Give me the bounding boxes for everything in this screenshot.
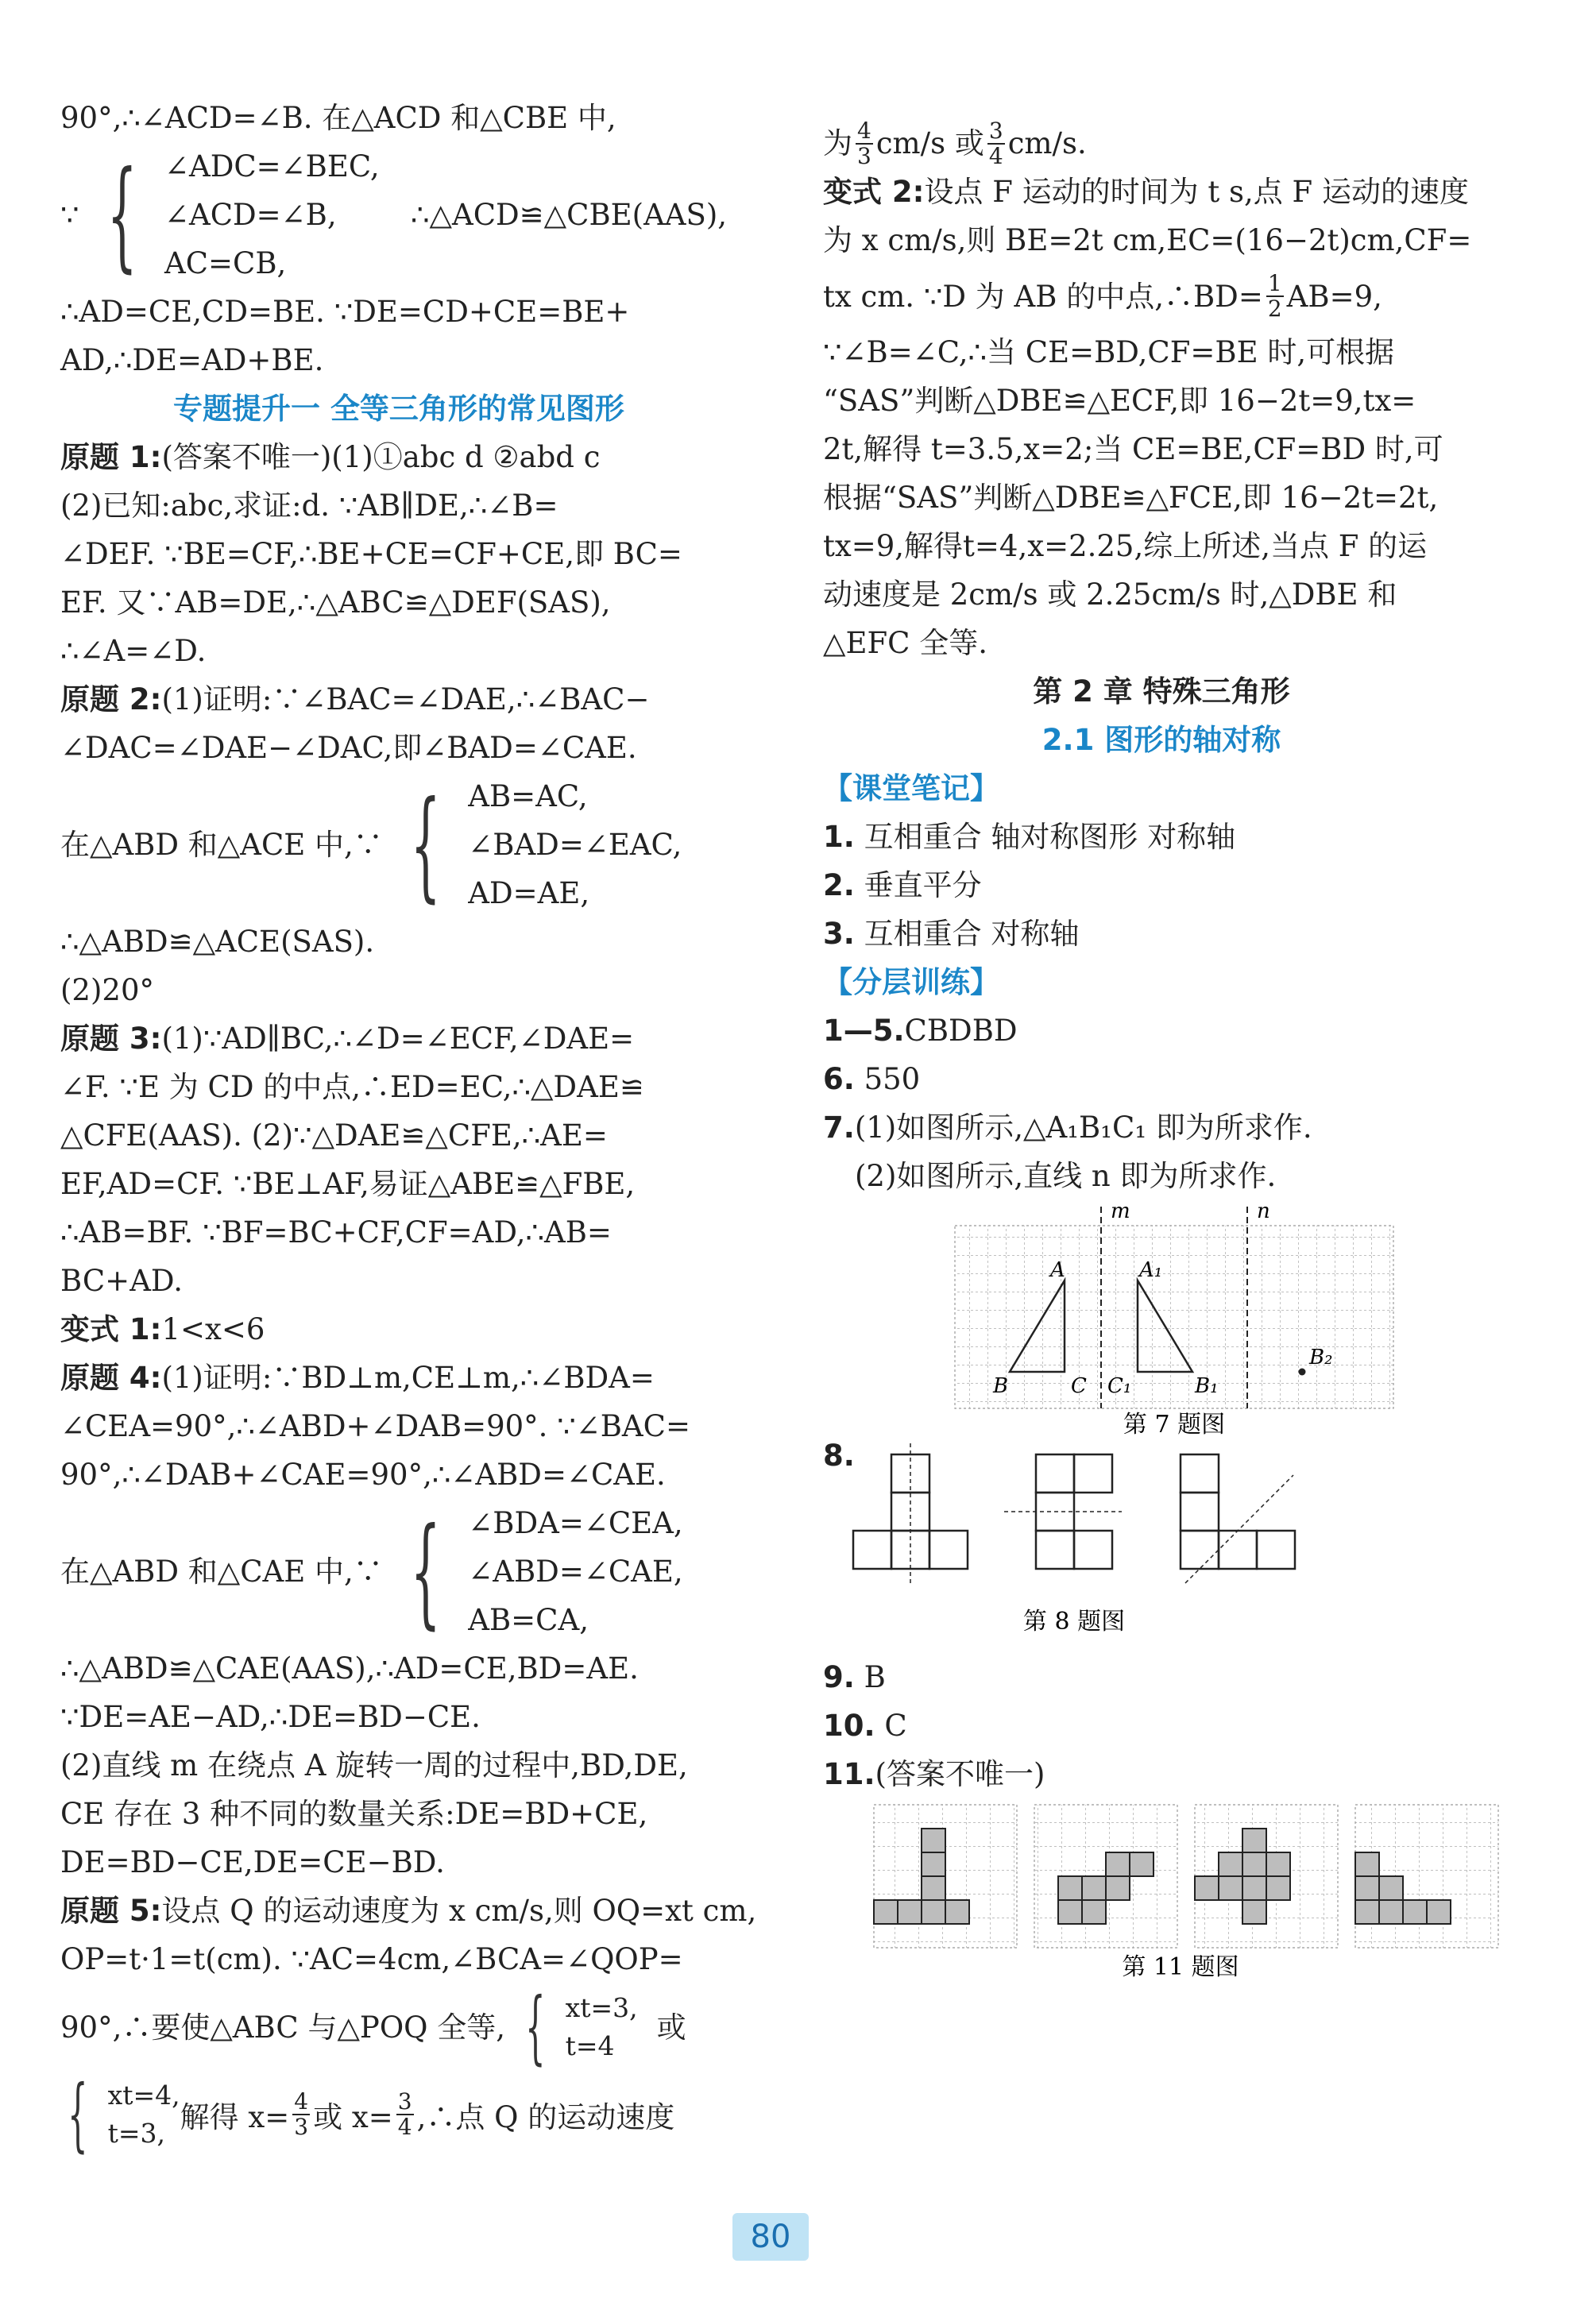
brace-line: ∠BDA=∠CEA,	[468, 1506, 683, 1540]
text-line: ∴△ABD≌△CAE(AAS),∴AD=CE,BD=AE.	[60, 1651, 639, 1686]
text-line: tx=9,解得t=4,x=2.25,综上所述,当点 F 的运	[823, 529, 1428, 563]
text-line: DE=BD−CE,DE=CE−BD.	[60, 1845, 445, 1879]
text-line: ∠DEF. ∵BE=CF,∴BE+CE=CF+CE,即 BC=	[60, 537, 682, 571]
text-line: (1)∵AD∥BC,∴∠D=∠ECF,∠DAE=	[161, 1022, 635, 1056]
brace-system-1	[60, 142, 737, 288]
text-line: 90°,∴∠ACD=∠B. 在△ACD 和△CBE 中,	[60, 101, 616, 135]
text-line: 设点 Q 的运动速度为 x cm/s,则 OQ=xt cm,	[161, 1894, 757, 1928]
problem-label: 原题 2:	[60, 682, 162, 716]
fraction	[856, 119, 873, 168]
text-line: AD,∴DE=AD+BE.	[60, 343, 324, 377]
figure-11-panel-3	[1195, 1805, 1338, 1948]
left-brace-icon: {	[106, 145, 137, 284]
text-span: C	[884, 1709, 907, 1743]
denominator: 3	[294, 2114, 309, 2140]
text-span: (1)如图所示,△A₁B₁C₁ 即为所求作.	[854, 1110, 1312, 1145]
point-b2	[1299, 1369, 1306, 1376]
item-number: 1—5.	[823, 1014, 905, 1048]
text-line: (1)证明:∵∠BAC=∠DAE,∴∠BAC−	[161, 682, 650, 716]
brace-system-2	[60, 772, 737, 917]
brace-line: t=3,	[107, 2118, 166, 2149]
text-line: (2)如图所示,直线 n 即为所求作.	[855, 1159, 1277, 1193]
text-span: cm/s 或	[875, 126, 984, 160]
fraction	[987, 119, 1005, 168]
text-line: ∵DE=AE−AD,∴DE=BD−CE.	[60, 1700, 481, 1734]
denominator: 3	[857, 142, 871, 169]
numerator: 1	[1267, 270, 1282, 296]
text-span: 550	[864, 1062, 921, 1096]
fraction	[396, 2090, 414, 2139]
text-span: 互相重合 轴对称图形 对称轴	[864, 820, 1236, 854]
text-span: CBDBD	[904, 1014, 1018, 1048]
numerator: 4	[857, 117, 871, 144]
section-title: 2.1 图形的轴对称	[1041, 723, 1281, 757]
brace-system-3	[60, 1499, 737, 1644]
figure-8	[823, 1439, 1500, 1653]
denominator: 2	[1267, 295, 1282, 322]
variant-label: 变式 1:	[60, 1312, 162, 1346]
numerator: 4	[294, 2088, 309, 2115]
label-a: A	[1050, 1258, 1065, 1282]
left-brace-icon: {	[68, 2068, 88, 2161]
text-line: CE 存在 3 种不同的数量关系:DE=BD+CE,	[60, 1797, 648, 1831]
text-line: “SAS”判断△DBE≌△ECF,即 16−2t=9,tx=	[823, 384, 1416, 418]
page-number: 80	[732, 2213, 809, 2261]
denominator: 4	[988, 142, 1003, 169]
text-line: 或 x=	[313, 2100, 393, 2134]
brace-line: xt=4,	[107, 2080, 180, 2111]
text-line: △CFE(AAS). (2)∵△DAE≌△CFE,∴AE=	[60, 1118, 608, 1153]
figure-11	[823, 1798, 1500, 1981]
text-line: ∴AD=CE,CD=BE. ∵DE=CD+CE=BE+	[60, 295, 630, 329]
item-number: 8.	[823, 1439, 855, 1473]
text-line: ∠CEA=90°,∴∠ABD+∠DAB=90°. ∵∠BAC=	[60, 1409, 690, 1443]
item-number: 11.	[823, 1757, 875, 1791]
text-line	[823, 265, 1500, 328]
text-line: 解得 x=	[180, 2100, 290, 2134]
tag-layered-training: 【分层训练】	[823, 965, 999, 999]
text-line: 或	[656, 2010, 686, 2045]
figure-7-caption: 第 7 题图	[1123, 1411, 1226, 1439]
left-brace-icon: {	[410, 775, 441, 914]
label-m: m	[1111, 1200, 1130, 1223]
text-line: ,∴点 Q 的运动速度	[416, 2100, 675, 2134]
label-b: B	[993, 1374, 1009, 1398]
item-number: 2.	[823, 868, 855, 902]
section-title: 专题提升一 全等三角形的常见图形	[173, 392, 624, 426]
text-span: B	[864, 1660, 886, 1694]
figure-8-shape-3	[1181, 1454, 1295, 1569]
numerator: 3	[988, 117, 1003, 144]
fraction	[1266, 272, 1284, 321]
tag-class-notes: 【课堂笔记】	[823, 771, 999, 805]
figure-11-caption: 第 11 题图	[1122, 1953, 1239, 1981]
text-line: 设点 F 运动的时间为 t s,点 F 运动的速度	[924, 175, 1469, 209]
text-line: EF. 又∵AB=DE,∴△ABC≌△DEF(SAS),	[60, 585, 611, 620]
figure-11-panel-1	[874, 1805, 1017, 1948]
brace-line: t=4	[565, 2030, 615, 2061]
brace-line: AB=AC,	[468, 779, 588, 813]
left-brace-icon: {	[410, 1502, 441, 1641]
brace-line: ∠ACD=∠B,	[164, 198, 337, 232]
figure-11-panel-4	[1355, 1805, 1498, 1948]
text-span: 垂直平分	[864, 868, 982, 902]
chapter-title: 第 2 章 特殊三角形	[1033, 674, 1290, 709]
item-number: 9.	[823, 1660, 855, 1694]
text-line: 动速度是 2cm/s 或 2.25cm/s 时,△DBE 和	[823, 577, 1397, 612]
label-b1: B₁	[1195, 1374, 1219, 1398]
brace-line: AD=AE,	[468, 876, 590, 910]
text-span: 为	[823, 126, 852, 160]
label-c: C	[1071, 1374, 1087, 1398]
text-line: 90°,∴要使△ABC 与△POQ 全等,	[60, 2010, 506, 2045]
text-line: (答案不唯一)(1)①abc d ②abd c	[161, 440, 601, 474]
problem-label: 原题 4:	[60, 1361, 162, 1395]
text-line: EF,AD=CF. ∵BE⊥AF,易证△ABE≌△FBE,	[60, 1167, 636, 1201]
text-line: (2)20°	[60, 973, 154, 1007]
text-line: 1<x<6	[161, 1312, 265, 1346]
grid	[955, 1226, 1393, 1408]
text-line: 90°,∴∠DAB+∠CAE=90°,∴∠ABD=∠CAE.	[60, 1458, 666, 1492]
text-span: AB=9,	[1286, 279, 1382, 314]
brace-line: ∠BAD=∠EAC,	[468, 828, 682, 862]
text-line: (2)直线 m 在绕点 A 旋转一周的过程中,BD,DE,	[60, 1748, 688, 1783]
text-span: cm/s.	[1007, 126, 1087, 160]
brace-line: AC=CB,	[164, 246, 287, 280]
text-line: 在△ABD 和△ACE 中,∵	[60, 828, 383, 862]
left-brace-icon: {	[525, 1980, 546, 2073]
text-line: ∵∠B=∠C,∴当 CE=BD,CF=BE 时,可根据	[823, 335, 1395, 369]
text-line: OP=t·1=t(cm). ∵AC=4cm,∠BCA=∠QOP=	[60, 1942, 683, 1976]
problem-label: 原题 1:	[60, 440, 162, 474]
text-span: tx cm. ∵D 为 AB 的中点,∴BD=	[823, 279, 1263, 314]
text-line: 根据“SAS”判断△DBE≌△FCE,即 16−2t=2t,	[823, 481, 1439, 515]
brace-line: xt=3,	[565, 1992, 638, 2023]
text-line: 2t,解得 t=3.5,x=2;当 CE=BE,CF=BD 时,可	[823, 432, 1443, 466]
text-line: ∠F. ∵E 为 CD 的中点,∴ED=EC,∴△DAE≌	[60, 1070, 644, 1104]
because-symbol: ∵	[60, 198, 79, 232]
figure-11-panel-2	[1034, 1805, 1177, 1948]
brace-conclusion: ∴△ACD≌△CBE(AAS),	[410, 198, 728, 232]
symmetry-axis	[1185, 1475, 1293, 1583]
item-number: 1.	[823, 820, 855, 854]
variant-label: 变式 2:	[823, 175, 925, 209]
brace-line: AB=CA,	[468, 1603, 589, 1637]
problem-label: 原题 3:	[60, 1022, 162, 1056]
figure-8-block	[823, 1439, 1500, 1653]
text-line: ∠DAC=∠DAE−∠DAC,即∠BAD=∠CAE.	[60, 731, 637, 765]
text-line: ∴△ABD≌△ACE(SAS).	[60, 925, 375, 959]
brace-line: ∠ADC=∠BEC,	[164, 149, 380, 183]
label-a1: A₁	[1139, 1258, 1163, 1282]
item-number: 3.	[823, 917, 855, 951]
left-column	[60, 94, 757, 2161]
brace-system-4	[60, 1980, 737, 2073]
text-line: (1)证明:∵BD⊥m,CE⊥m,∴∠BDA=	[161, 1361, 655, 1395]
numerator: 3	[397, 2088, 412, 2115]
item-number: 6.	[823, 1062, 855, 1096]
label-c1: C₁	[1107, 1374, 1132, 1398]
fraction	[292, 2090, 310, 2139]
text-line: △EFC 全等.	[823, 626, 987, 660]
brace-line: ∠ABD=∠CAE,	[468, 1555, 683, 1589]
right-column	[823, 119, 1500, 1981]
denominator: 4	[397, 2114, 412, 2140]
text-line: (2)已知:abc,求证:d. ∵AB∥DE,∴∠B=	[60, 489, 558, 523]
text-line: BC+AD.	[60, 1264, 184, 1298]
problem-label: 原题 5:	[60, 1894, 162, 1928]
brace-system-5	[60, 2068, 737, 2161]
item-number: 7.	[823, 1110, 855, 1145]
item-number: 10.	[823, 1709, 875, 1743]
figure-8-caption: 第 8 题图	[1022, 1608, 1126, 1636]
text-line	[823, 119, 1500, 168]
label-b2: B₂	[1309, 1346, 1333, 1369]
figure-7	[823, 1200, 1500, 1439]
text-line: ∴∠A=∠D.	[60, 634, 207, 668]
text-line: 在△ABD 和△CAE 中,∵	[60, 1555, 383, 1589]
text-span: 互相重合 对称轴	[864, 917, 1080, 951]
label-n: n	[1257, 1200, 1270, 1223]
text-span: (答案不唯一)	[875, 1757, 1045, 1791]
text-line: ∴AB=BF. ∵BF=BC+CF,CF=AD,∴AB=	[60, 1215, 612, 1249]
text-line: 为 x cm/s,则 BE=2t cm,EC=(16−2t)cm,CF=	[823, 223, 1472, 257]
